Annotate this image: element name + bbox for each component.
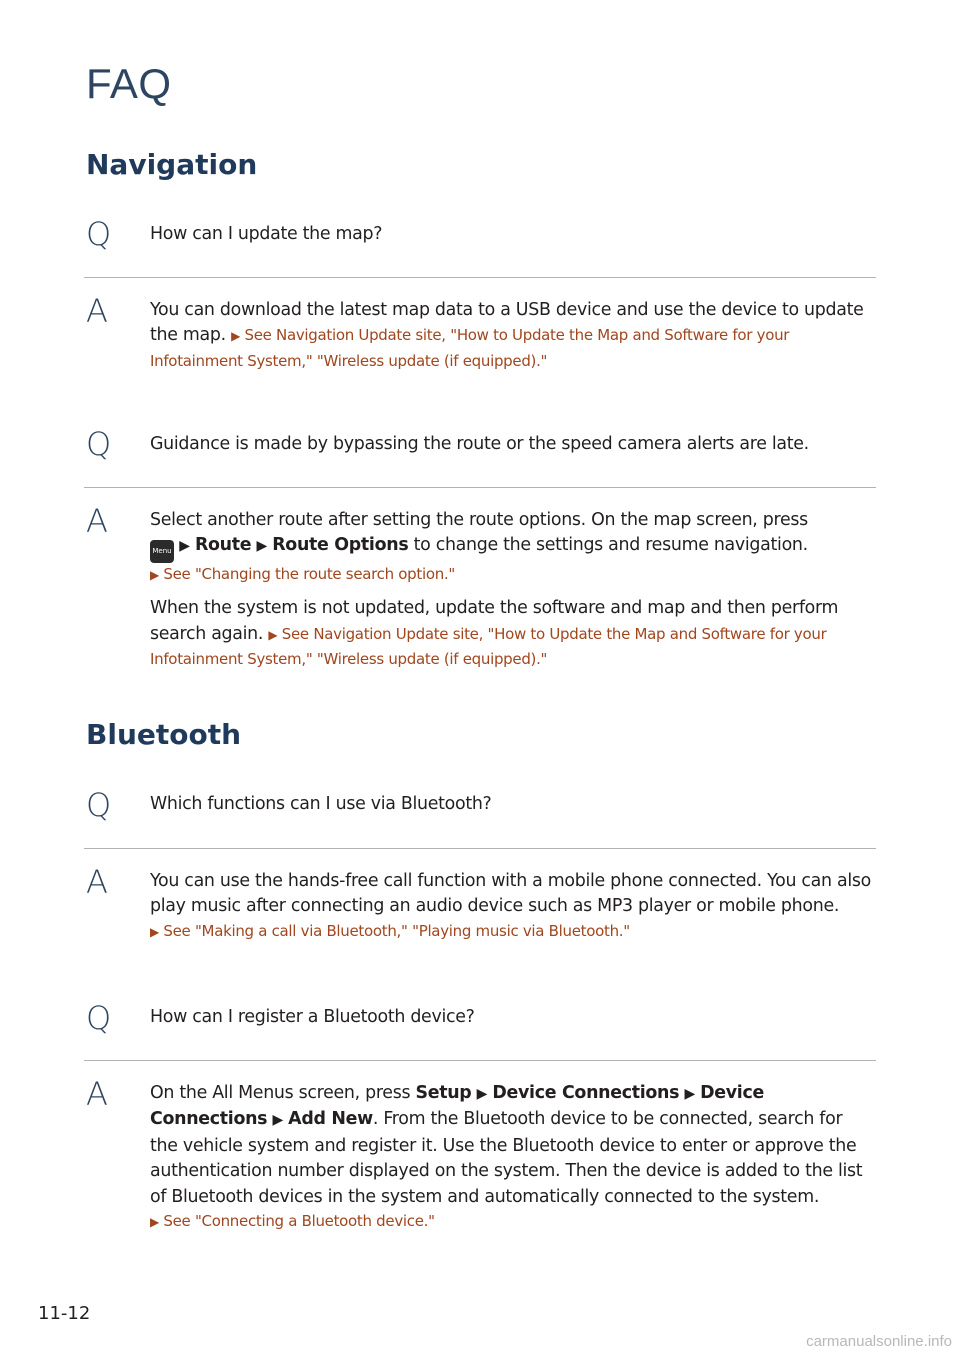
question-marker: Q bbox=[86, 425, 112, 463]
arrow-right-icon: ▶ bbox=[272, 1112, 283, 1129]
question-text: Which functions can I use via Bluetooth? bbox=[150, 794, 492, 814]
menu-path-route: Route bbox=[194, 535, 252, 556]
reference-link[interactable]: ▶ See "Changing the route search option." bbox=[150, 565, 455, 584]
answer-body: You can use the hands-free call function with a mobile phone connected. You can also play music after connecting an audio device such as MP3 player or mobile phone. bbox=[150, 871, 871, 917]
arrow-right-icon: ▶ bbox=[179, 538, 190, 555]
answer-text bbox=[150, 869, 874, 944]
question-marker: Q bbox=[86, 215, 112, 253]
section-heading-bluetooth: Bluetooth bbox=[86, 718, 242, 751]
menu-path-device-connections-sub: Device Connections bbox=[150, 1083, 764, 1130]
arrow-right-icon: ▶ bbox=[268, 627, 278, 642]
reference-link[interactable]: ▶ See Navigation Update site, "How to Update the Map and Software for your Infotainment System," "Wireless update (if equipped)." bbox=[150, 326, 790, 370]
divider bbox=[84, 487, 876, 488]
answer-body: When the system is not updated, update the software and map and then perform search again. bbox=[150, 598, 839, 644]
arrow-right-icon: ▶ bbox=[476, 1086, 488, 1102]
arrow-right-icon: ▶ bbox=[684, 1086, 695, 1102]
divider bbox=[84, 1060, 876, 1061]
answer-body: Select another route after setting the route options. On the map screen, press bbox=[150, 510, 808, 530]
answer-body: On the All Menus screen, press bbox=[150, 1083, 411, 1103]
menu-path-route-options: Route Options bbox=[272, 535, 409, 556]
arrow-right-icon: ▶ bbox=[150, 568, 159, 583]
answer-marker: A bbox=[86, 1075, 108, 1113]
answer-text bbox=[150, 1081, 874, 1234]
question-text: Guidance is made by bypassing the route or the speed camera alerts are late. bbox=[150, 434, 809, 454]
question-marker: Q bbox=[86, 999, 112, 1037]
menu-path-device-connections: Device Connections bbox=[492, 1083, 680, 1103]
answer-marker: A bbox=[86, 863, 108, 901]
page-number: 11-12 bbox=[38, 1303, 91, 1324]
answer-text bbox=[150, 508, 874, 673]
arrow-right-icon: ▶ bbox=[256, 538, 267, 555]
arrow-right-icon: ▶ bbox=[231, 329, 241, 344]
answer-body: You can download the latest map data to a USB device and use the device to update the map. bbox=[150, 300, 864, 346]
answer-body: . From the Bluetooth device to be connected, search for the vehicle system and register it. Use the Bluetooth device to enter or approve the authentication number displayed on the system. Then the device is added to the list of Bluetooth devices in the system and automatically connected to the system. bbox=[150, 1109, 863, 1207]
menu-path-add-new: Add New bbox=[288, 1109, 373, 1130]
page-title: FAQ bbox=[86, 60, 172, 107]
answer-marker: A bbox=[86, 502, 108, 540]
reference-link[interactable]: ▶ See "Connecting a Bluetooth device." bbox=[150, 1212, 435, 1231]
divider bbox=[84, 848, 876, 849]
answer-body: to change the settings and resume navigation. bbox=[413, 535, 808, 556]
divider bbox=[84, 277, 876, 278]
section-heading-navigation: Navigation bbox=[86, 148, 258, 181]
question-marker: Q bbox=[86, 786, 112, 824]
arrow-right-icon: ▶ bbox=[150, 924, 159, 939]
reference-link[interactable]: ▶ See "Making a call via Bluetooth," "Playing music via Bluetooth." bbox=[150, 921, 630, 940]
reference-link[interactable]: ▶ See Navigation Update site, "How to Update the Map and Software for your Infotainment System," "Wireless update (if equipped)." bbox=[150, 624, 827, 669]
question-text: How can I register a Bluetooth device? bbox=[150, 1007, 475, 1027]
question-text: How can I update the map? bbox=[150, 224, 383, 244]
arrow-right-icon: ▶ bbox=[150, 1215, 159, 1230]
menu-path-setup: Setup bbox=[415, 1083, 472, 1103]
answer-text bbox=[150, 298, 874, 374]
watermark: carmanualsonline.info bbox=[806, 1333, 952, 1350]
menu-key-icon: Menu bbox=[150, 540, 174, 563]
answer-marker: A bbox=[86, 292, 108, 330]
